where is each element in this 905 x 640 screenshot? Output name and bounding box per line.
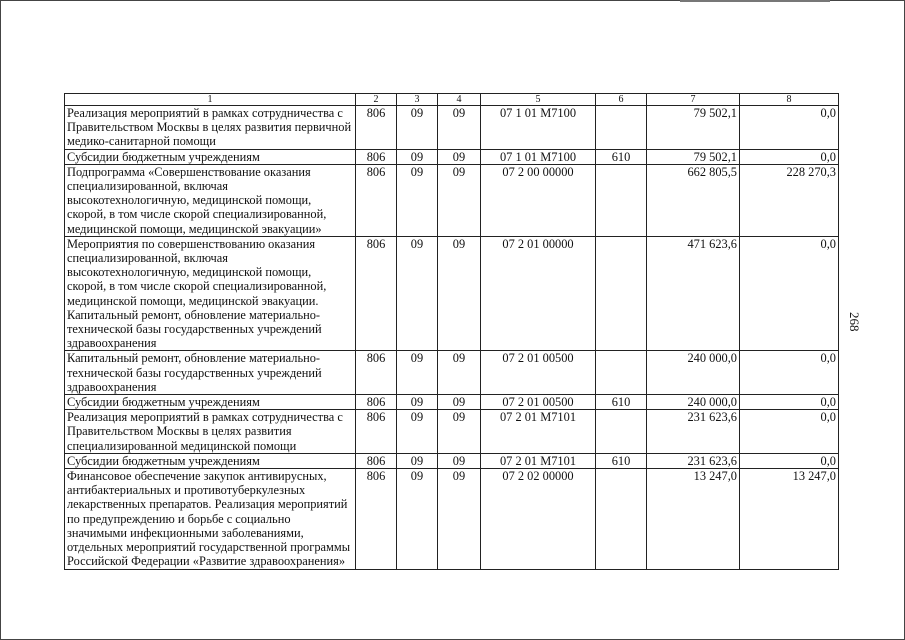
row-ministry: 806: [356, 410, 397, 454]
row-subsection: 09: [438, 410, 481, 454]
row-amount-2019: 471 623,6: [647, 236, 740, 351]
row-name: Субсидии бюджетным учреждениям: [65, 395, 356, 410]
row-target-article: 07 2 01 М7101: [481, 453, 596, 468]
row-target-article: 07 1 01 М7100: [481, 149, 596, 164]
table-row: [65, 410, 839, 454]
row-expense-type: [596, 236, 647, 351]
row-amount-2020: 228 270,3: [740, 164, 839, 236]
row-subsection: 09: [438, 149, 481, 164]
row-amount-2020: 0,0: [740, 106, 839, 150]
column-header: 1: [65, 94, 356, 106]
row-target-article: 07 2 01 00000: [481, 236, 596, 351]
table-row: [65, 395, 839, 410]
scan-edge-mark: [680, 0, 830, 2]
row-amount-2020: 0,0: [740, 395, 839, 410]
row-ministry: 806: [356, 149, 397, 164]
row-subsection: 09: [438, 395, 481, 410]
row-amount-2020: 13 247,0: [740, 469, 839, 569]
row-name: Субсидии бюджетным учреждениям: [65, 149, 356, 164]
row-ministry: 806: [356, 453, 397, 468]
row-section: 09: [397, 106, 438, 150]
row-amount-2019: 231 623,6: [647, 453, 740, 468]
row-amount-2020: 0,0: [740, 453, 839, 468]
row-amount-2020: 0,0: [740, 236, 839, 351]
row-target-article: 07 2 01 00500: [481, 351, 596, 395]
row-amount-2019: 240 000,0: [647, 395, 740, 410]
row-subsection: 09: [438, 106, 481, 150]
row-amount-2019: 231 623,6: [647, 410, 740, 454]
row-ministry: 806: [356, 164, 397, 236]
row-expense-type: 610: [596, 453, 647, 468]
row-amount-2019: 240 000,0: [647, 351, 740, 395]
row-section: 09: [397, 351, 438, 395]
row-section: 09: [397, 395, 438, 410]
row-subsection: 09: [438, 236, 481, 351]
row-amount-2020: 0,0: [740, 351, 839, 395]
column-header: 7: [647, 94, 740, 106]
column-header: 4: [438, 94, 481, 106]
row-amount-2019: 13 247,0: [647, 469, 740, 569]
row-ministry: 806: [356, 469, 397, 569]
row-name: Мероприятия по совершенствованию оказания специализированной, включая высокотехнологичную, медицинской помощи, скорой, в том числе скорой специализированной, медицинской помощи, медицинской эвакуации. Капитальный ремонт, обновление материально-технической базы государственных учреждений здравоохранения: [65, 236, 356, 351]
row-name: Реализация мероприятий в рамках сотрудничества с Правительством Москвы в целях развития специализированной медицинской помощи: [65, 410, 356, 454]
row-subsection: 09: [438, 164, 481, 236]
row-target-article: 07 2 00 00000: [481, 164, 596, 236]
row-subsection: 09: [438, 453, 481, 468]
row-expense-type: [596, 106, 647, 150]
row-amount-2020: 0,0: [740, 410, 839, 454]
row-ministry: 806: [356, 236, 397, 351]
row-subsection: 09: [438, 469, 481, 569]
row-name: Финансовое обеспечение закупок антивирусных, антибактериальных и противотуберкулезных лекарственных препаратов. Реализация мероприятий по предупреждению и борьбе с социально значимыми инфекционными заболеваниями, отдельных мероприятий государственной программы Российской Федерации «Развитие здравоохранения»: [65, 469, 356, 569]
table-row: [65, 236, 839, 351]
row-target-article: 07 1 01 М7100: [481, 106, 596, 150]
column-header: 6: [596, 94, 647, 106]
table-row: [65, 351, 839, 395]
row-name: Подпрограмма «Совершенствование оказания специализированной, включая высокотехнологичную, медицинской помощи, скорой, в том числе скорой специализированной, медицинской помощи, медицинской эвакуации»: [65, 164, 356, 236]
row-target-article: 07 2 01 М7101: [481, 410, 596, 454]
table-row: [65, 164, 839, 236]
row-expense-type: [596, 469, 647, 569]
row-expense-type: [596, 351, 647, 395]
table-row: [65, 106, 839, 150]
row-ministry: 806: [356, 351, 397, 395]
row-ministry: 806: [356, 395, 397, 410]
row-amount-2020: 0,0: [740, 149, 839, 164]
row-subsection: 09: [438, 351, 481, 395]
table-row: [65, 453, 839, 468]
row-amount-2019: 79 502,1: [647, 106, 740, 150]
row-section: 09: [397, 469, 438, 569]
row-expense-type: 610: [596, 395, 647, 410]
row-target-article: 07 2 02 00000: [481, 469, 596, 569]
row-section: 09: [397, 410, 438, 454]
row-expense-type: [596, 164, 647, 236]
row-section: 09: [397, 164, 438, 236]
table-row: [65, 469, 839, 569]
column-header: 8: [740, 94, 839, 106]
row-section: 09: [397, 149, 438, 164]
page-number: 268: [847, 312, 862, 332]
column-header: 2: [356, 94, 397, 106]
row-name: Капитальный ремонт, обновление материально-технической базы государственных учреждений здравоохранения: [65, 351, 356, 395]
row-target-article: 07 2 01 00500: [481, 395, 596, 410]
row-section: 09: [397, 453, 438, 468]
row-expense-type: 610: [596, 149, 647, 164]
row-section: 09: [397, 236, 438, 351]
row-name: Субсидии бюджетным учреждениям: [65, 453, 356, 468]
row-expense-type: [596, 410, 647, 454]
column-header: 3: [397, 94, 438, 106]
row-amount-2019: 79 502,1: [647, 149, 740, 164]
column-header: 5: [481, 94, 596, 106]
row-amount-2019: 662 805,5: [647, 164, 740, 236]
header-row: [65, 94, 839, 106]
table-row: [65, 149, 839, 164]
row-ministry: 806: [356, 106, 397, 150]
budget-table: [64, 93, 839, 570]
row-name: Реализация мероприятий в рамках сотрудничества с Правительством Москвы в целях развития первичной медико-санитарной помощи: [65, 106, 356, 150]
